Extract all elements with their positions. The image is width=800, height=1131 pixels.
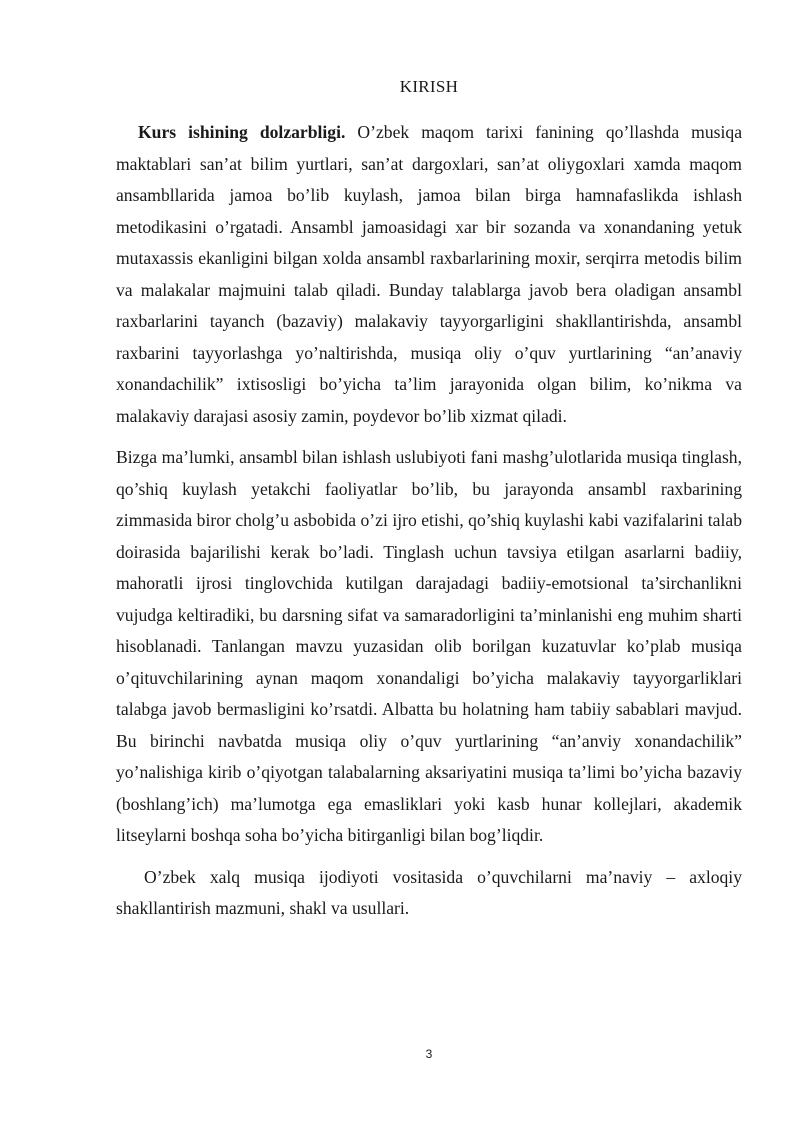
paragraph-topic: O’zbek xalq musiqa ijodiyoti vositasida o’quvchilarni ma’naviy – axloqiy shakllantirish mazmuni, shakl va usullari. bbox=[116, 866, 742, 918]
paragraph-relevance bbox=[116, 117, 742, 432]
document-body bbox=[116, 117, 742, 925]
page-number: 3 bbox=[425, 1047, 433, 1061]
paragraph-text: O’zbek maqom tarixi fanining qo’llashda musiqa maktablari san’at bilim yurtlari, san’at dargoxlari, san’at oliygoxlari xamda maqom ansambllarida jamoa bo’lib kuylash, jamoa bilan birga hamnafaslikda ishlash metodikasini o’rgatadi. Ansambl jamoasidagi xar bir sozanda va xonandaning yetuk mutaxassis ekanligini bilgan xolda ansambl raxbarlarining moxir, serqirra metodis bilim va malakalar majmuini talab qiladi. Bunday talablarga javob bera oladigan ansambl raxbarlarini tayanch (bazaviy) malakaviy tayyorgarligini shakllantirishda, ansambl raxbarini tayyorlashga yo’naltirishda, musiqa oliy o’quv yurtlarining “an’anaviy xonandachilik” ixtisosligi bo’yicha ta’lim jarayonida olgan bilim, ko’nikma va malakaviy darajasi asosiy zamin, poydevor bo’lib xizmat qiladi. bbox=[116, 122, 742, 426]
paragraph-lead: Kurs ishining dolzarbligi. bbox=[138, 122, 346, 142]
paragraph-methodology: Bizga ma’lumki, ansambl bilan ishlash uslubiyoti fani mashg’ulotlarida musiqa tinglash, qo’shiq kuylash yetakchi faoliyatlar bo’lib, bu jarayonda ansambl raxbarining zimmasida biror cholg’u asbobida o’zi ijro etishi, qo’shiq kuylashi kabi vazifalarini talab doirasida bajarilishi kerak bo’ladi. Tinglash uchun tavsiya etilgan asarlarni badiiy, mahoratli ijrosi tinglovchida kutilgan darajadagi badiiy-emotsional ta’sirchanlikni vujudga keltiradiki, bu darsning sifat va samaradorligini ta’minlanishi eng muhim sharti hisoblanadi. Tanlangan mavzu yuzasidan olib borilgan kuzatuvlar ko’plab musiqa o’qituvchilarining aynan maqom xonandaligi bo’yicha malakaviy tayyorgarliklari talabga javob bermasligini ko’rsatdi. Albatta bu holatning ham tabiiy sabablari mavjud. Bu birinchi navbatda musiqa oliy o’quv yurtlarining “an’anviy xonandachilik” yo’nalishiga kirib o’qiyotgan talabalarning aksariyatini musiqa ta’limi bo’yicha bazaviy (boshlang’ich) ma’lumotga ega emasliklari yoki kasb hunar kollejlari, akademik litseylarni boshqa soha bo’yicha bitirganligi bilan bog’liqdir. bbox=[116, 447, 742, 845]
section-heading: KIRISH bbox=[399, 77, 459, 96]
